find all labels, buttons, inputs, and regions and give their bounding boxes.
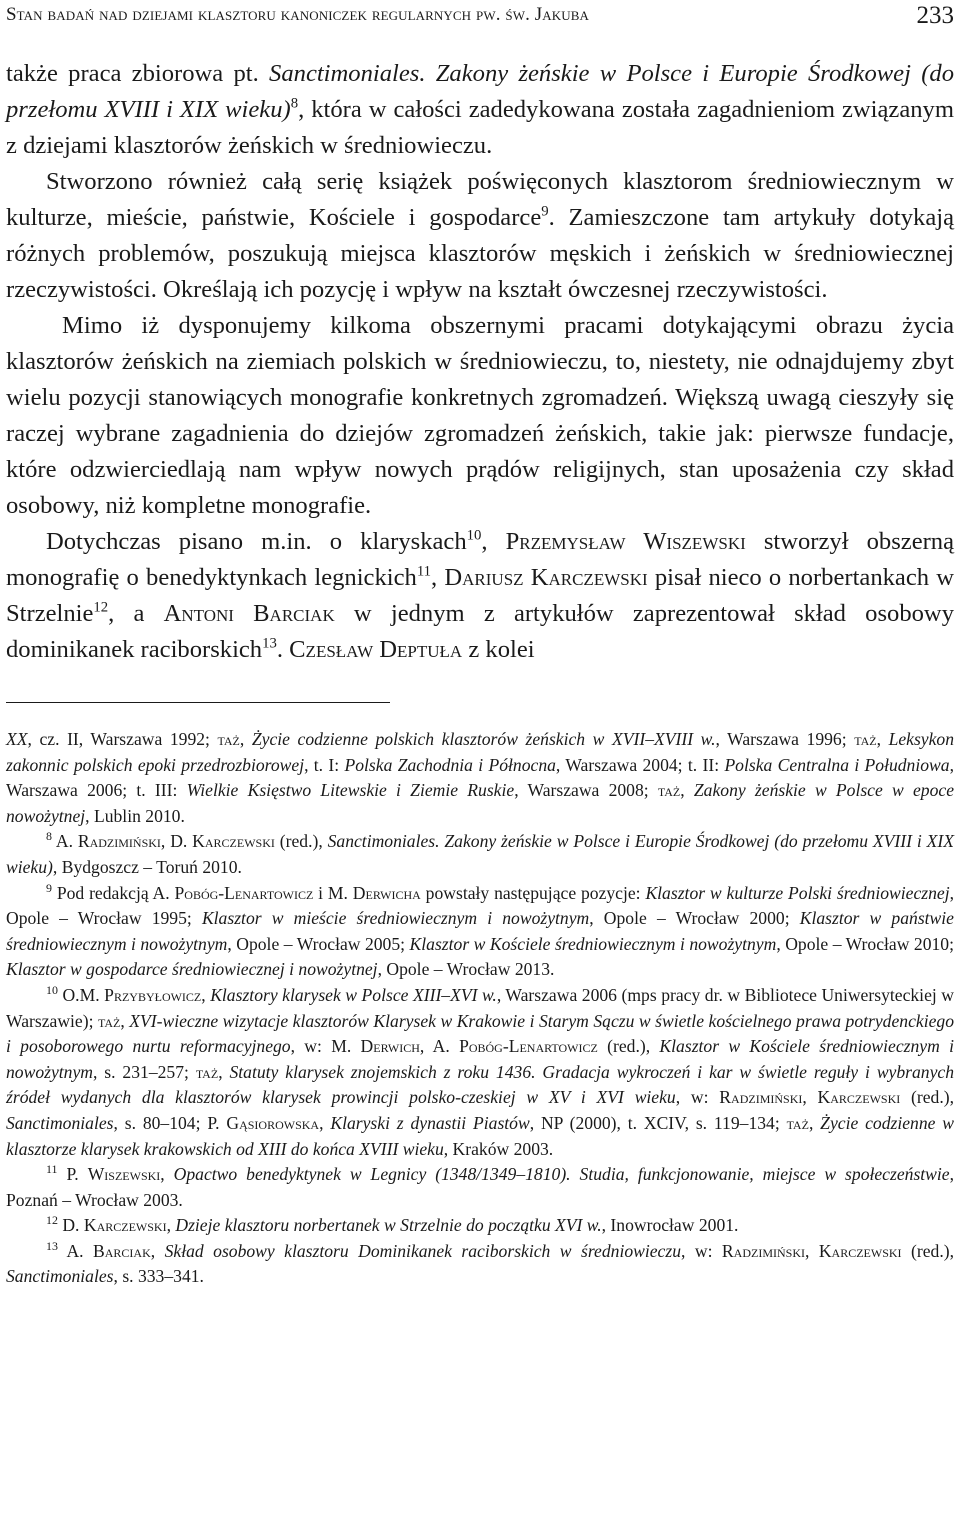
text-run: , w: [675,1087,720,1108]
footnote-ref-8: 8 [290,95,299,112]
text-run: , [120,1010,130,1031]
text-run: , Opole – Wrocław 2013. [377,959,555,980]
book-title: XVI-wieczne wizytacje klasztorów Klarysek w Krakowie i Starym Sączu w świetle kościelnego prawa potrydenckiego i posoborowego nurtu reformacyjnego [6,1010,954,1057]
text-run: , [802,1087,818,1108]
text-run: , Opole – Wrocław 2005; [227,933,410,954]
paragraph-1 [6,56,954,164]
book-title: Życie codzienne w klasztorze klarysek krakowskich od XIII do końca XVIII wieku [6,1112,955,1159]
paragraph-4 [6,524,954,668]
author-name: taż [195,1061,219,1082]
text-run: , [160,1164,174,1185]
book-title: Sanctimoniales [6,1112,114,1133]
text-run: , Warszawa 2008; [514,780,658,801]
author-name: Derwich [360,1036,420,1057]
text-run: , a [108,600,164,627]
book-title: Klasztor w Kościele średniowiecznym i nowożytnym [6,1036,954,1082]
main-text [6,56,954,668]
footnote-ref-13: 13 [262,635,277,652]
text-run: , D. [160,831,193,852]
running-title: Stan badań nad dziejami klasztoru kanoniczek regularnych pw. św. Jakuba [6,4,590,25]
text-run: , [239,729,252,749]
footnote-ref-11: 11 [416,563,432,580]
text-run: , Warszawa 1996; [715,729,855,749]
book-title: Sanctimoniales. Zakony żeńskie w Polsce i Europie Środkowej (do przełomu XVIII i XIX wieku) [6,60,954,123]
footnote-12 [6,1213,954,1239]
text-run: (red.), [274,831,328,852]
text-run: . [276,636,290,663]
text-run: stworzył obszerną monografię o benedyktynkach legnickich [6,528,955,591]
author-name: taż [854,729,877,749]
footnote-separator [6,702,390,703]
footnote-13 [6,1239,954,1290]
footnote-ref-9: 9 [541,203,549,220]
footnotes [6,727,954,1290]
footnote-ref-10: 10 [466,527,482,544]
author-name: Radzimiński [77,831,161,852]
author-name: Derwicha [352,882,421,903]
text-run: (red.), [597,1036,660,1057]
author-name: Barciak [93,1240,151,1261]
book-title: Sanctimoniales [6,1266,114,1287]
author-name: taż [217,729,240,749]
text-run: , która w całości zadedykowana została zagadnieniom związanym z dziejami klasztorów żeńskich w średniowieczu. [6,96,954,159]
text-run: z kolei [462,636,535,663]
author-name: taż [657,780,681,801]
book-title: Polska Centralna i Południowa [724,754,950,775]
text-run: , Warszawa 2004; t. II: [555,754,725,775]
text-run: , [431,564,445,591]
footnote-continuation [6,727,954,829]
paragraph-2 [6,164,954,308]
text-run: , Bydgoszcz – Toruń 2010. [52,856,242,877]
text-run: Dotychczas pisano m.in. o klaryskach [46,528,467,555]
book-title: Zakony żeńskie w Polsce w epoce nowożytnej [6,780,955,826]
text-run: , [876,729,889,749]
text-run: , w: M. [290,1036,361,1057]
text-run: (red.), [901,1240,954,1261]
book-title: Skład osobowy klasztoru Dominikanek raciborskich w średniowieczu [164,1240,682,1261]
running-header [6,0,954,56]
author-name: Przybyłowicz [104,984,202,1005]
text-run: , [166,1215,176,1236]
author-name: Antoni Barciak [163,600,335,627]
author-name: Karczewski [818,1240,902,1261]
text-run: . Zamieszczone tam artykuły dotykają różnych problemów, poszukują miejsca klasztorów męskich i żeńskich w średniowiecznej rzeczywistości. Określają ich pozycję i wpływ na kształt ówczesnej rzeczywistości. [6,204,954,303]
author-name: Pobóg-Lenartowicz [459,1036,598,1057]
author-name: Wiszewski [87,1164,161,1185]
text-run: Stworzono również całą serię książek poświęconych klasztorom średniowiecznym w kulturze, mieście, państwie, Kościele i gospodarce [6,168,954,231]
text-run: , w: [681,1240,722,1261]
text-run: w jednym z artykułów zaprezentował skład osobowy dominikanek raciborskich [6,600,954,663]
author-name: Gąsiorowska [226,1112,320,1133]
text-run: pisał nieco o norbertankach w Strzelnie [6,564,954,627]
text-run: , Opole – Wrocław 2000; [589,908,800,929]
book-title: Polska Zachodnia i Północna [344,754,556,775]
author-name: Przemysław Wiszewski [505,528,746,555]
footnote-number: 11 [46,1161,58,1176]
text-run: , s. 333–341. [113,1266,204,1287]
author-name: Pobóg-Lenartowicz [174,882,314,903]
text-run: A. [57,1240,93,1261]
text-run: P. [57,1164,88,1185]
book-title: Wielkie Księstwo Litewskie i Ziemie Ruskie [186,780,515,801]
footnote-number: 10 [46,982,58,997]
page-number: 233 [916,2,954,29]
text-run: XX [6,729,28,749]
text-run: (red.), [900,1087,955,1108]
text-run: A. [51,831,78,852]
text-run: , A. [419,1036,460,1057]
footnote-ref-12: 12 [93,599,109,616]
text-run: Pod redakcją A. [51,882,175,903]
author-name: Karczewski [192,831,275,852]
text-run: , [201,984,211,1005]
author-name: taż [786,1112,809,1133]
text-run: , Lublin 2010. [85,805,185,826]
book-title: Klasztor w kulturze Polski średniowiecznej [645,882,950,903]
text-run: , [804,1240,819,1261]
text-run: , Opole – Wrocław 2010; [776,933,954,954]
text-run: , [481,528,506,555]
author-name: Dariusz Karczewski [444,564,648,591]
footnote-number: 9 [46,880,52,895]
book-title: Klaryski z dynastii Piastów [330,1112,530,1133]
author-name: Czesław Deptuła [289,636,463,663]
text-run: , Opole – Wrocław 1995; [6,882,955,929]
author-name: Karczewski [83,1215,167,1236]
text-run: , Inowrocław 2001. [601,1215,739,1236]
text-run: , Warszawa 2006 (mps pracy dr. w Bibliotece Uniwersyteckiej w Warszawie); [6,984,954,1031]
text-run: , Poznań – Wrocław 2003. [6,1164,955,1210]
footnote-10 [6,983,954,1162]
text-run: , t. I: [304,754,345,775]
text-run: , [680,780,694,801]
text-run: i M. [313,882,353,903]
author-name: Radzimiński [719,1087,803,1108]
text-run: , [808,1112,821,1133]
book-title: Życie codzienne polskich klasztorów żeńskich w XVII–XVIII w. [251,729,716,749]
text-run: także praca zbiorowa pt. [6,60,270,87]
footnote-8 [6,829,954,880]
footnote-number: 12 [46,1213,58,1228]
text-run: O.M. [57,984,105,1005]
text-run: , [218,1061,230,1082]
footnote-9 [6,881,954,983]
author-name: Radzimiński [721,1240,805,1261]
footnote-number: 13 [46,1238,58,1253]
footnote-number: 8 [46,829,52,844]
text-run: , [150,1240,165,1261]
book-title: Klasztor w Kościele średniowiecznym i nowożytnym [409,933,777,954]
book-title: Opactwo benedyktynek w Legnicy (1348/1349–1810). Studia, funkcjonowanie, miejsce w społeczeństwie [173,1164,950,1185]
text-run: , Kraków 2003. [443,1138,554,1159]
document-page [6,0,954,1290]
text-run: , NP (2000), t. XCIV, s. 119–134; [529,1112,787,1133]
footnote-11 [6,1162,954,1213]
book-title: Dzieje klasztoru norbertanek w Strzelnie do początku XVI w. [175,1215,602,1236]
text-run: , Warszawa 2006; t. III: [6,754,954,801]
author-name: Karczewski [817,1087,901,1108]
book-title: Klasztor w mieście średniowiecznym i nowożytnym [201,908,590,929]
text-run: , cz. II, Warszawa 1992; [27,729,218,749]
author-name: taż [97,1010,121,1031]
book-title: Sanctimoniales. Zakony żeńskie w Polsce i Europie Środkowej (do przełomu XVIII i XIX wieku) [6,831,954,877]
paragraph-3: Mimo iż dysponujemy kilkoma obszernymi pracami dotykającymi obrazu życia klasztorów żeńskich na ziemiach polskich w średniowieczu, to, niestety, nie odnajdujemy zbyt wielu pozycji stanowiących monografie konkretnych zgromadzeń. Większą uwagą cieszyły się raczej wybrane zagadnienia do dziejów zgromadzeń żeńskich, takie jak: pierwsze fundacje, które odzwierciedlają nam wpływ nowych prądów religijnych, stan uposażenia czy skład osobowy, niż kompletne monografie. [6,312,954,519]
book-title: Leksykon zakonnic polskich epoki przedrozbiorowej [6,729,955,775]
book-title: Klasztory klarysek w Polsce XIII–XVI w. [210,984,497,1005]
text-run: D. [57,1215,84,1236]
text-run: , s. 80–104; P. [113,1112,227,1133]
text-run: , [319,1112,331,1133]
text-run: , s. 231–257; [92,1061,196,1082]
book-title: Statuty klarysek znojemskich z roku 1436. Gradacja wykroczeń i kar w świetle reguły i wybranych źródeł wydanych dla klasztorów klarysek prowincji polsko-czeskiej w XV i XVI wieku [6,1061,955,1108]
text-run: powstały następujące pozycje: [420,882,646,903]
book-title: Klasztor w gospodarce średniowiecznej i nowożytnej [6,959,378,980]
book-title: Klasztor w państwie średniowiecznym i nowożytnym [6,908,954,954]
